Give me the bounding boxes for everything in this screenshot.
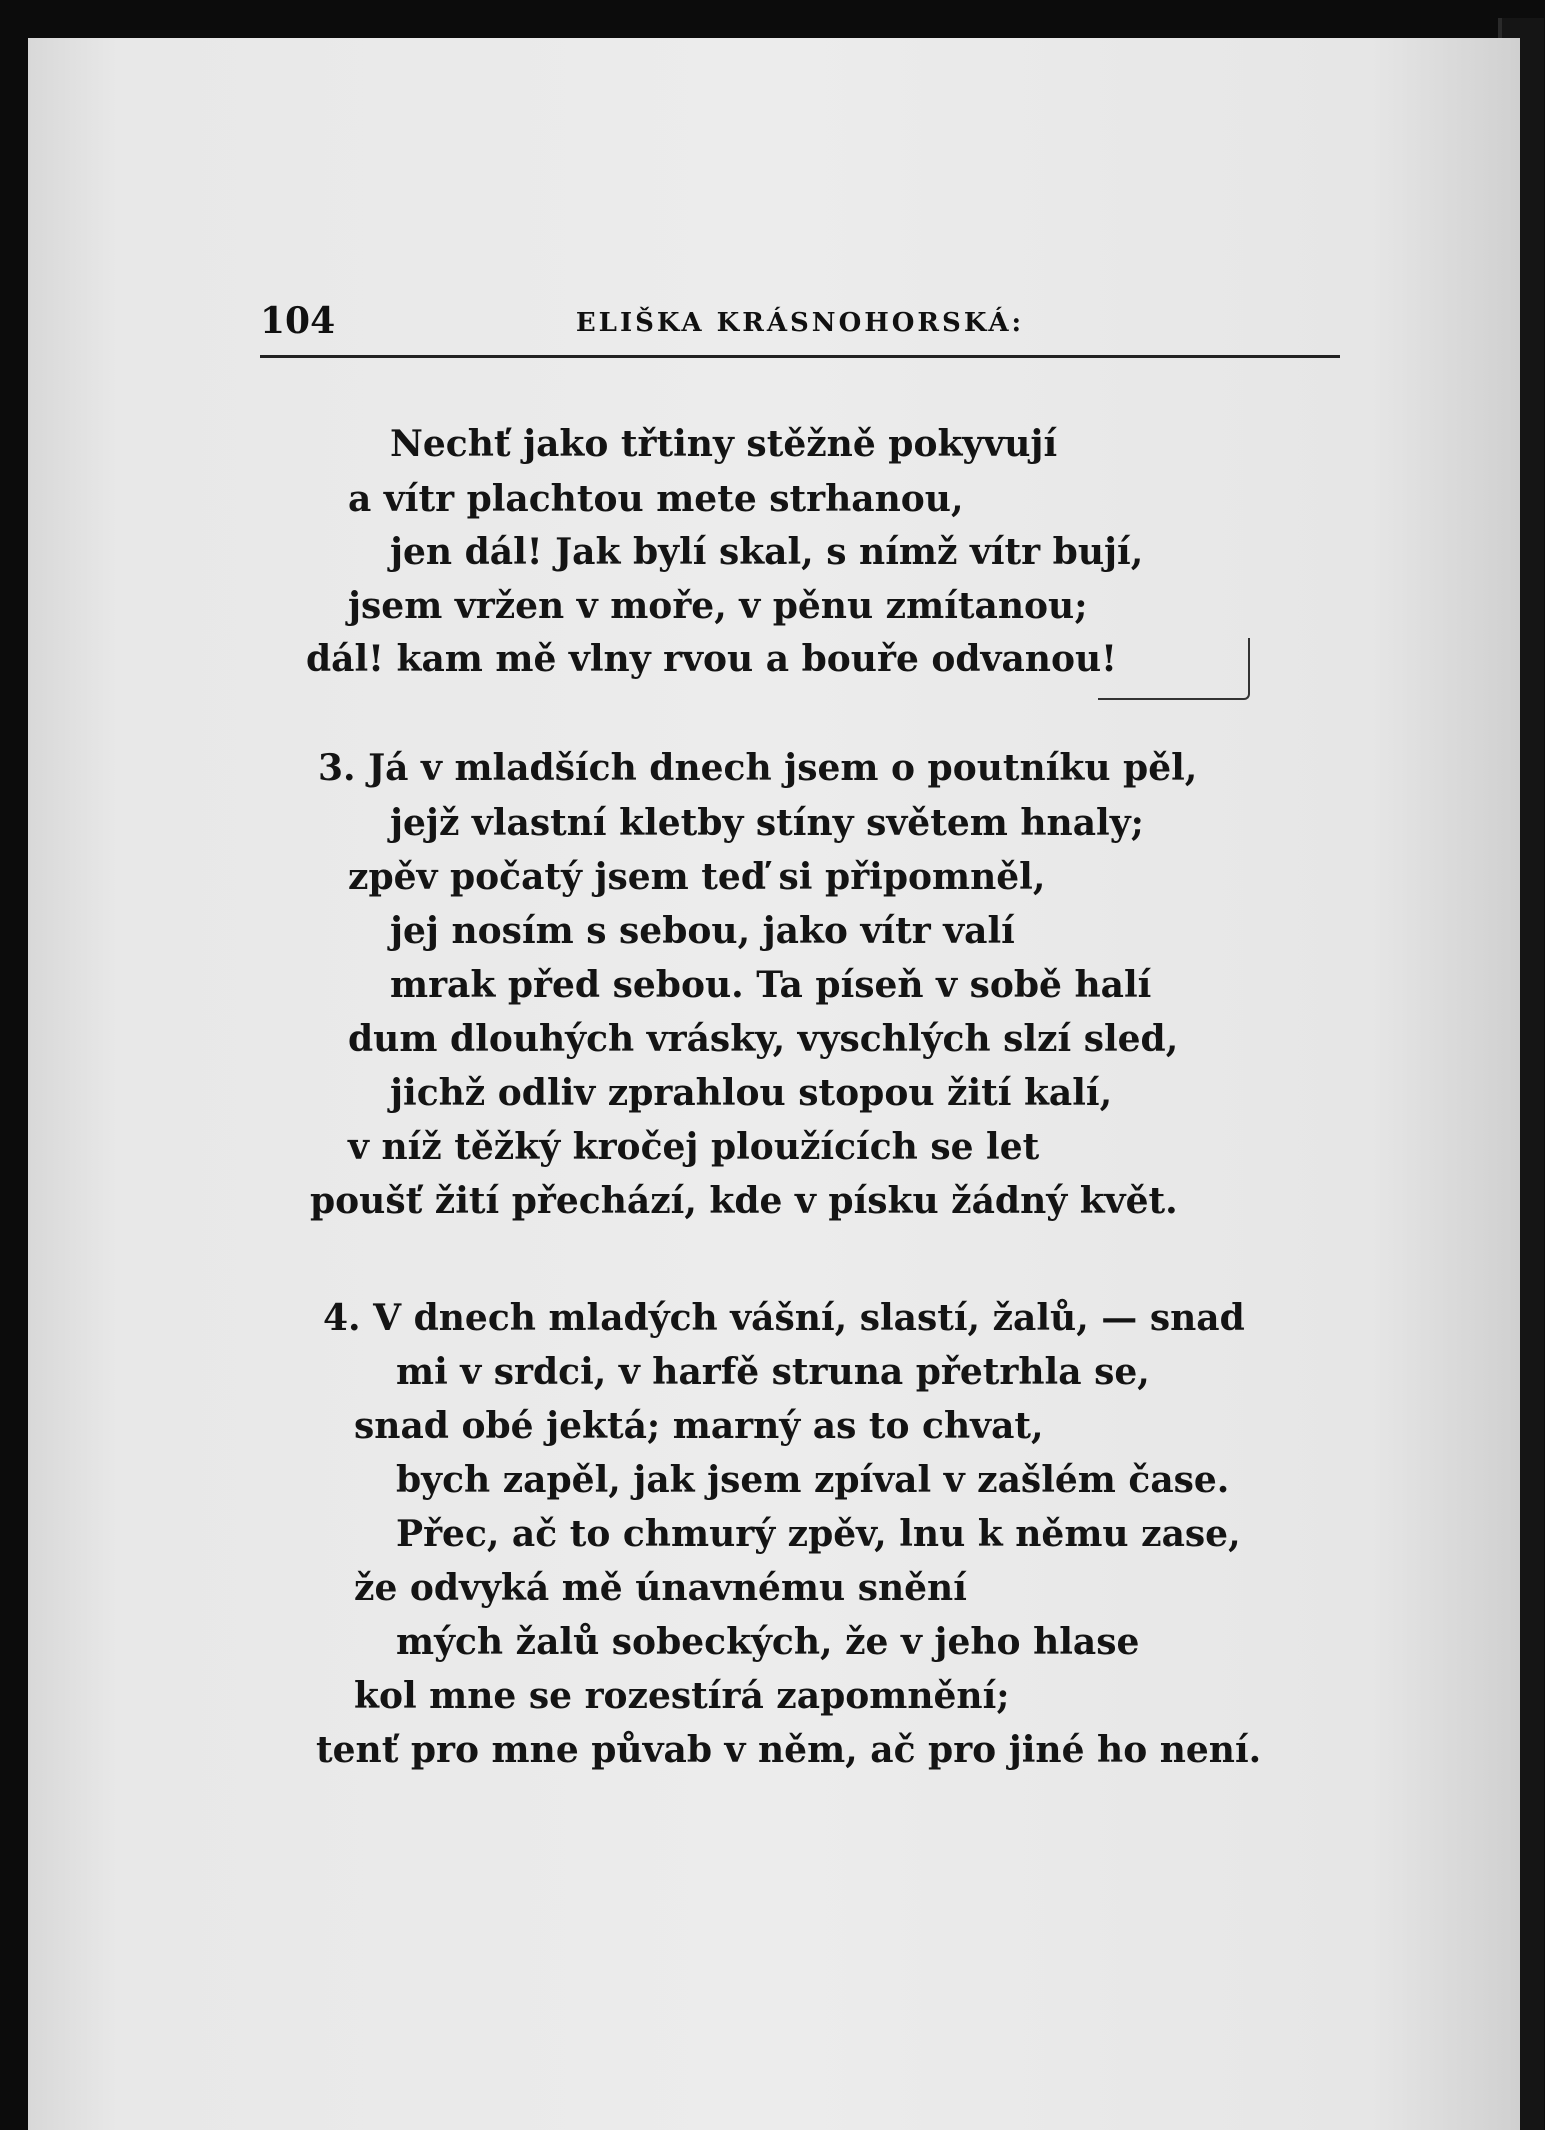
poem-line: poušť žití přechází, kde v písku žádný květ. (310, 1180, 1178, 1222)
poem-line: jen dál! Jak bylí skal, s nímž vítr bují, (390, 531, 1144, 573)
running-head: ELIŠKA KRÁSNOHORSKÁ: (575, 308, 1025, 338)
poem-line: jej nosím s sebou, jako vítr valí (390, 910, 1015, 952)
poem-line: Nechť jako třtiny stěžně pokyvují (390, 423, 1058, 465)
book-page (28, 38, 1520, 2130)
poem-line: dum dlouhých vrásky, vyschlých slzí sled, (348, 1018, 1179, 1060)
poem-line: bych zapěl, jak jsem zpíval v zašlém čase. (396, 1459, 1230, 1501)
poem (28, 38, 1520, 2130)
poem-line: mi v srdci, v harfě struna přetrhla se, (396, 1351, 1150, 1393)
poem-line: dál! kam mě vlny rvou a bouře odvanou! (306, 638, 1117, 680)
poem-line: zpěv počatý jsem teď si připomněl, (348, 856, 1046, 898)
poem-line: jsem vržen v moře, v pěnu zmítanou; (348, 585, 1088, 627)
poem-line: jejž vlastní kletby stíny světem hnaly; (390, 802, 1144, 844)
poem-line: mých žalů sobeckých, že v jeho hlase (396, 1621, 1140, 1663)
pencil-mark (1098, 638, 1250, 700)
page-number: 104 (260, 300, 336, 342)
poem-line: jichž odliv zprahlou stopou žití kalí, (390, 1072, 1113, 1114)
poem-line: Přec, ač to chmurý zpěv, lnu k němu zase, (396, 1513, 1241, 1555)
poem-line: snad obé jektá; marný as to chvat, (354, 1405, 1044, 1447)
poem-line: 3. Já v mladších dnech jsem o poutníku pěl, (318, 747, 1198, 789)
poem-line: kol mne se rozestírá zapomnění; (354, 1675, 1010, 1717)
poem-line: mrak před sebou. Ta píseň v sobě halí (390, 964, 1152, 1006)
poem-line: 4. V dnech mladých vášní, slastí, žalů, — snad (323, 1297, 1245, 1339)
poem-line: a vítr plachtou mete strhanou, (348, 478, 964, 520)
poem-line: v níž těžký kročej ploužících se let (348, 1126, 1040, 1168)
poem-line: že odvyká mě únavnému snění (354, 1567, 967, 1609)
poem-line: tenť pro mne půvab v něm, ač pro jiné ho není. (316, 1729, 1262, 1771)
